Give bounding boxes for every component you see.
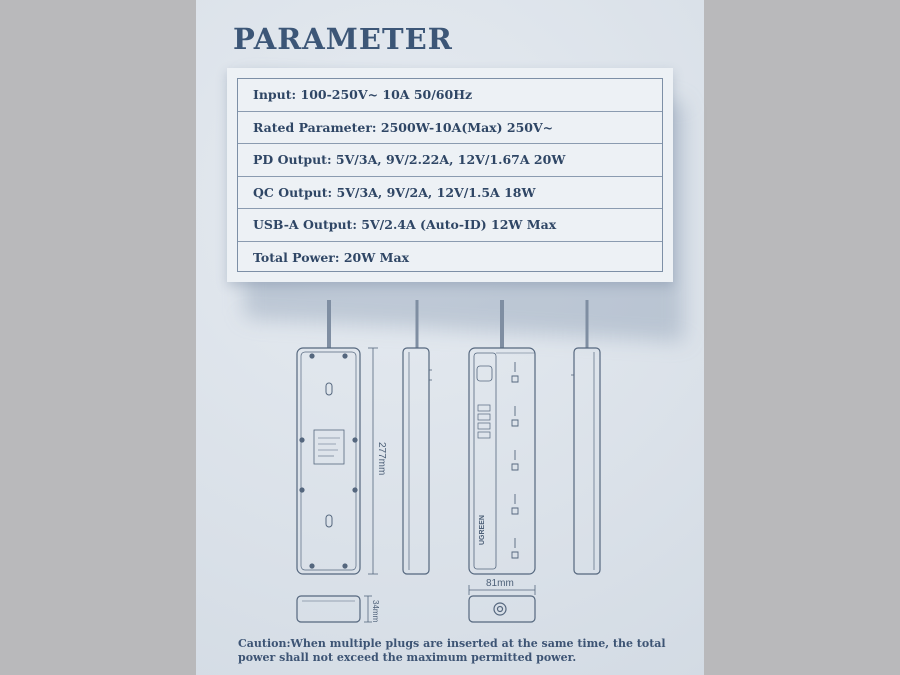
back-view [297, 300, 360, 574]
end-view-back [297, 596, 360, 622]
page-title: PARAMETER [233, 22, 453, 56]
length-label: 277mm [376, 442, 387, 476]
width-label: 81mm [486, 578, 514, 589]
parameter-panel [196, 0, 704, 675]
left-side-bar [0, 0, 196, 675]
parameter-row-qc-output: QC Output: 5V/3A, 9V/2A, 12V/1.5A 18W [238, 177, 662, 210]
side-view-right [571, 300, 600, 574]
parameter-row-rated: Rated Parameter: 2500W-10A(Max) 250V~ [238, 112, 662, 145]
device-brand-label: UGREEN [479, 515, 486, 545]
end-view-front [469, 596, 535, 622]
caution-note: Caution:When multiple plugs are inserted at the same time, the total power shall not exceed the maximum permitted power. [238, 637, 666, 664]
parameter-table [237, 78, 663, 272]
parameter-row-input: Input: 100-250V~ 10A 50/60Hz [238, 79, 662, 112]
parameter-card [227, 68, 673, 282]
technical-drawing [196, 290, 704, 635]
parameter-row-pd-output: PD Output: 5V/3A, 9V/2.22A, 12V/1.67A 20W [238, 144, 662, 177]
parameter-row-usb-a-output: USB-A Output: 5V/2.4A (Auto-ID) 12W Max [238, 209, 662, 242]
right-side-bar [704, 0, 900, 675]
height-label: 34mm [371, 600, 380, 623]
height-dimension [364, 596, 372, 622]
parameter-row-total-power: Total Power: 20W Max [253, 249, 410, 265]
side-view-left [403, 300, 432, 574]
